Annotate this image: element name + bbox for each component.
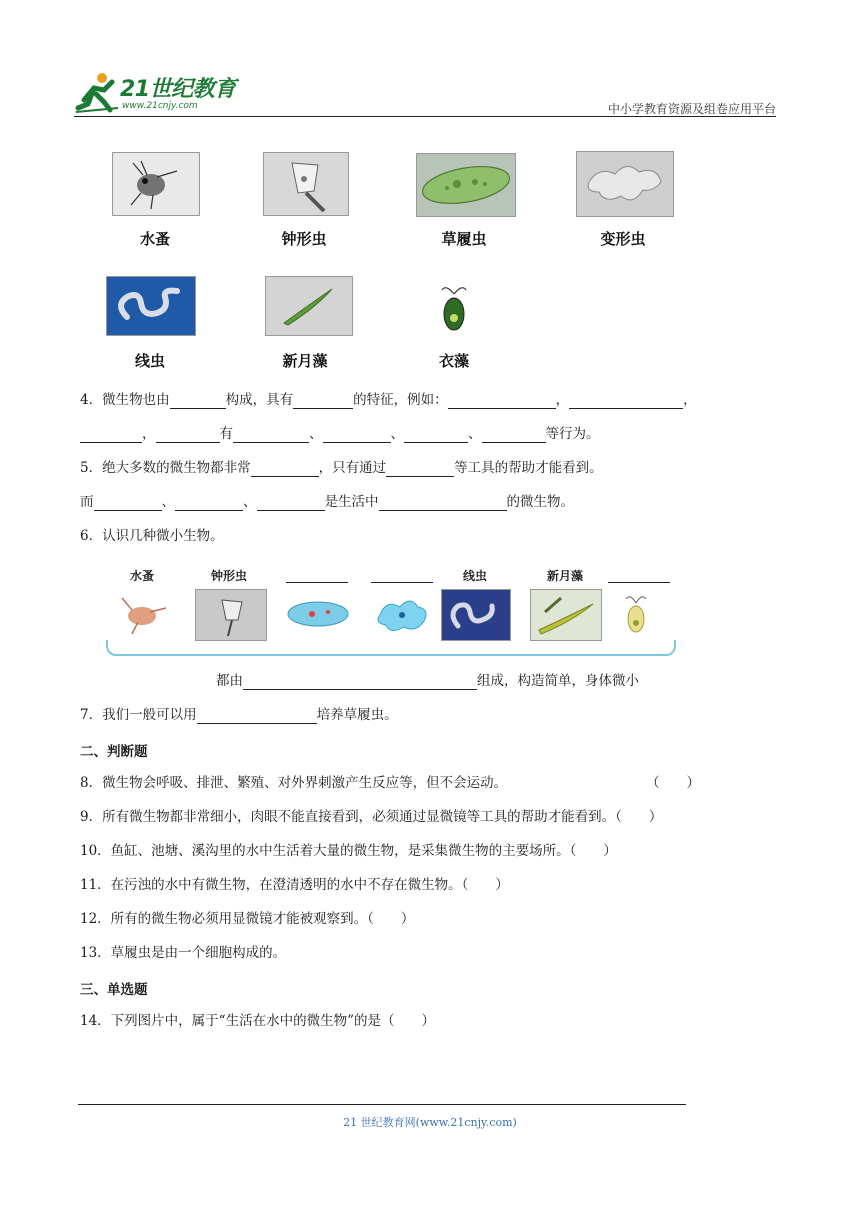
caption-chlamydomonas: 衣藻	[438, 352, 469, 370]
question-12: 12．所有的微生物必须用显微镜才能被观察到。（ ）	[80, 911, 415, 927]
header-tagline: 中小学教育资源及组卷应用平台	[607, 102, 776, 116]
question-7: 7．我们一般可以用 培养草履虫。	[80, 707, 398, 723]
caption-water-flea: 水蚤	[139, 230, 170, 248]
strip-paramecium-image	[284, 596, 352, 632]
strip-label-closterium: 新月藻	[546, 569, 583, 583]
logo-text: 21世纪教育	[120, 77, 236, 102]
caption-vorticella: 钟形虫	[281, 230, 327, 248]
header-divider	[74, 116, 776, 117]
question-13: 13．草履虫是由一个细胞构成的。	[80, 945, 287, 961]
chlamydomonas-image	[438, 280, 470, 336]
question-5-line-1: 5．绝大多数的微生物都非常 ，只有通过 等工具的帮助才能看到。	[80, 460, 603, 476]
strip-blank-3	[608, 581, 670, 583]
question-8: 8．微生物会呼吸、排泄、繁殖、对外界刺激产生反应等，但不会运动。	[80, 775, 508, 791]
caption-nematode: 线虫	[134, 352, 165, 370]
strip-blank-1	[286, 581, 348, 583]
strip-water-flea-image	[110, 590, 174, 638]
strip-nematode-image	[441, 589, 511, 641]
grouping-bracket	[106, 640, 676, 656]
strip-amoeba-image	[370, 591, 434, 637]
footer-text: 21 世纪教育网(www.21cnjy.com)	[343, 1116, 517, 1129]
caption-closterium: 新月藻	[282, 352, 328, 370]
caption-paramecium: 草履虫	[441, 230, 487, 248]
section-single-choice-heading: 三、单选题	[80, 982, 148, 998]
caption-amoeba: 变形虫	[600, 230, 646, 248]
question-11: 11．在污浊的水中有微生物，在澄清透明的水中不存在微生物。（ ）	[80, 877, 509, 893]
question-6: 6．认识几种微小生物。	[80, 528, 224, 544]
amoeba-image	[576, 151, 674, 217]
section-judgement-heading: 二、判断题	[80, 744, 148, 760]
closterium-image	[265, 276, 353, 336]
question-5-line-2: 而 、 、 是生活中 的微生物。	[80, 494, 574, 510]
runner-logo-icon	[74, 70, 124, 114]
question-8-answer-paren: （ ）	[646, 775, 700, 791]
paramecium-image	[416, 153, 516, 217]
question-9: 9．所有微生物都非常细小，肉眼不能直接看到，必须通过显微镜等工具的帮助才能看到。（ ）	[80, 809, 663, 825]
vorticella-image	[263, 152, 349, 216]
strip-chlamydomonas-image	[622, 591, 650, 637]
nematode-image	[106, 276, 196, 336]
footer-divider	[78, 1104, 686, 1105]
strip-closterium-image	[530, 589, 602, 641]
water-flea-image	[112, 152, 200, 216]
strip-vorticella-image	[195, 589, 267, 641]
strip-label-vorticella: 钟形虫	[210, 569, 247, 583]
strip-label-water-flea: 水蚤	[129, 569, 154, 583]
question-10: 10．鱼缸、池塘、溪沟里的水中生活着大量的微生物，是采集微生物的主要场所。（ ）	[80, 843, 617, 859]
question-4-line-1: 4．微生物也由 构成，具有 的特征，例如： ， ，	[80, 392, 697, 408]
question-4-line-2: ， 有 、 、 、 等行为。	[80, 425, 600, 443]
strip-blank-2	[371, 581, 433, 583]
strip-label-nematode: 线虫	[462, 569, 487, 583]
question-6-summary: 都由 组成，构造简单，身体微小	[216, 673, 639, 689]
logo-url: www.21cnjy.com	[122, 101, 198, 111]
question-14: 14．下列图片中，属于“生活在水中的微生物”的是（ ）	[80, 1013, 435, 1029]
